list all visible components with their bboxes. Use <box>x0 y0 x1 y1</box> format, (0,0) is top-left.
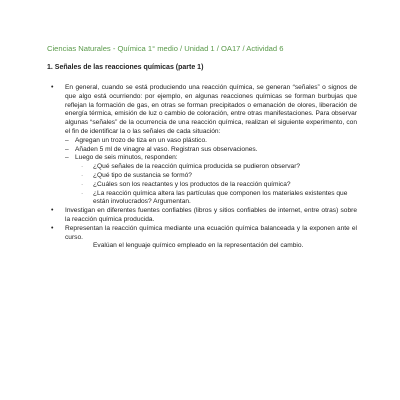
dash-icon: – <box>65 145 69 153</box>
bullet-icon: • <box>51 207 54 215</box>
bullet-1-text: En general, cuando se está produciendo una reacción química, se generan “señales” o signos de que algo está ocurriendo: por ejemplo, en algunas reacciones químicas se forman burbujas que reflejan la formación de gas, en otras se forman precipitados o emanación de olores, liberación de energía térmica, emisión de luz o cambio de coloración, entre otras manifestaciones. Para observar algunas “señales” de la ocurrencia de una reacción química, realizan el siguiente experimento, con el fin de identificar la o las señales de cada situación: <box>65 84 357 135</box>
bullet-item-1 <box>47 84 357 207</box>
step-item: – Añaden 5 ml de vinagre al vaso. Registran sus observaciones. <box>65 145 258 153</box>
question-item: · ¿La reacción química altera las partículas que componen los materiales existentes que están involucrados? Argumentan. <box>81 189 348 206</box>
sub-bullet-icon: · <box>81 189 84 197</box>
step-item: – Agregan un trozo de tiza en un vaso plástico. <box>65 136 207 144</box>
question-item: · ¿Qué señales de la reacción química producida se pudieron observar? <box>81 163 301 171</box>
bullet-3-tail: Evalúan el lenguaje químico empleado en la representación del cambio. <box>93 242 304 250</box>
question-list <box>65 163 357 207</box>
bullet-2-text: Investigan en diferentes fuentes confiables (libros y sitios confiables de internet, entre otras) sobre la reacción química producida. <box>65 207 357 223</box>
sub-bullet-icon: · <box>81 180 84 188</box>
question-item: · ¿Qué tipo de sustancia se formó? <box>81 171 192 179</box>
question-item: · ¿Cuáles son los reactantes y los productos de la reacción química? <box>81 180 291 188</box>
step-list <box>65 137 357 163</box>
dash-icon: – <box>65 154 69 162</box>
sub-bullet-icon: · <box>81 163 84 171</box>
section-title: 1. Señales de las reacciones químicas (parte 1) <box>47 64 204 71</box>
bullet-item-2 <box>47 207 357 225</box>
bullet-item-3 <box>47 225 357 251</box>
activity-body <box>47 84 357 251</box>
dash-icon: – <box>65 136 69 144</box>
bullet-3-text: Representan la reacción química mediante una ecuación química balanceada y la exponen ante el curso. <box>65 224 357 241</box>
bullet-icon: • <box>51 224 54 232</box>
bullet-icon: • <box>51 84 54 91</box>
sub-bullet-icon: · <box>81 171 84 179</box>
step-item: – Luego de seis minutos, responden: <box>65 154 178 162</box>
page-header: Ciencias Naturales - Química 1° medio / Unidad 1 / OA17 / Actividad 6 <box>47 44 284 53</box>
